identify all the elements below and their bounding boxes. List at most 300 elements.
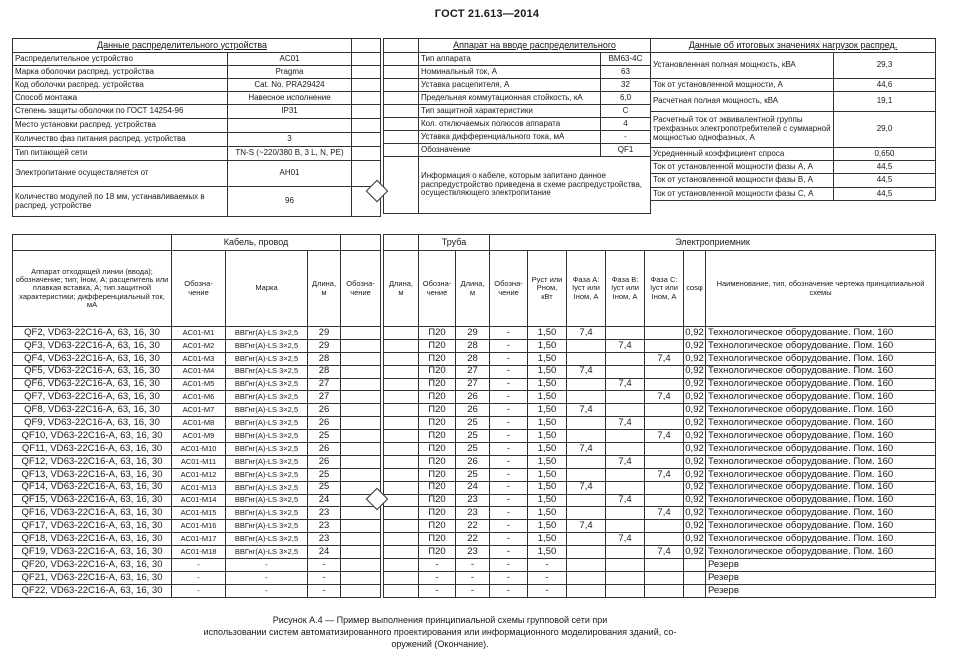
cable-designation-cell: - (172, 571, 226, 584)
phase-c-cell (645, 481, 684, 494)
phase-a-cell: 7,4 (567, 327, 606, 340)
table-row (384, 404, 936, 417)
switchboard-label: Количество фаз питания распред. устройства (13, 133, 228, 147)
phase-b-cell: 7,4 (606, 339, 645, 352)
phase-a-cell (567, 533, 606, 546)
extra-designation-cell (341, 455, 381, 468)
extra-length-cell (384, 584, 419, 597)
cable-brand-cell: ВВГнг(А)-LS 3×2,5 (226, 339, 308, 352)
pipe-length-cell: 25 (456, 430, 490, 443)
pipe-length-cell: 27 (456, 365, 490, 378)
cable-group-header: Кабель, провод (172, 235, 341, 251)
table-row (384, 481, 936, 494)
input-device-label: Уставка расцепителя, А (419, 79, 601, 92)
receiver-designation-cell: - (490, 404, 528, 417)
switchboard-rows (13, 53, 381, 217)
power-cell: 1,50 (528, 352, 567, 365)
pipe-length-cell: 25 (456, 443, 490, 456)
cable-designation-cell: AC01-M18 (172, 546, 226, 559)
power-cell: 1,50 (528, 339, 567, 352)
totals-row (651, 53, 936, 79)
table-row (13, 352, 381, 365)
table-row (13, 391, 381, 404)
receiver-name-cell: Технологическое оборудование. Пом. 160 (706, 352, 936, 365)
cos-cell: 0,92 (685, 404, 704, 416)
cos-cell: 0,92 (685, 365, 704, 377)
extra-designation-cell (341, 507, 381, 520)
pipe-designation-cell: П20 (419, 430, 456, 443)
power-cell: 1,50 (528, 494, 567, 507)
pipe-designation-cell: П20 (419, 468, 456, 481)
cos-cell: 0,92 (685, 545, 704, 557)
power-cell: 1,50 (528, 533, 567, 546)
spacer-cell (384, 92, 419, 105)
receiver-name-cell: Технологическое оборудование. Пом. 160 (706, 417, 936, 430)
device-cell: QF4, VD63-22C16-A, 63, 16, 30 (13, 352, 172, 365)
receiver-designation-cell: - (490, 455, 528, 468)
col-pipe-length: Длина, м (456, 251, 490, 327)
phase-b-cell (606, 520, 645, 533)
power-cell: 1,50 (528, 378, 567, 391)
figure-caption (130, 614, 750, 650)
table-row (384, 468, 936, 481)
cable-brand-cell: ВВГнг(А)-LS 3×2,5 (226, 378, 308, 391)
extra-designation-cell (341, 430, 381, 443)
extra-designation-cell (341, 327, 381, 340)
caption-line-2: использовании систем автоматизированного проектирования или информационного моделирования зданий, со- (203, 627, 677, 637)
cable-designation-cell: AC01-M8 (172, 417, 226, 430)
col-name: Наименование, тип, обозначение чертежа принципиальной схемы (706, 251, 936, 327)
extra-length-cell (384, 417, 419, 430)
extra-designation-cell (341, 339, 381, 352)
extra-length-cell (384, 507, 419, 520)
input-device-label: Номинальный ток, А (419, 66, 601, 79)
device-cell: QF22, VD63-22C16-A, 63, 16, 30 (13, 584, 172, 597)
receiver-name-cell: Технологическое оборудование. Пом. 160 (706, 430, 936, 443)
extra-designation-cell (341, 559, 381, 572)
receiver-designation-cell: - (490, 391, 528, 404)
extra-designation-cell (341, 378, 381, 391)
cable-designation-cell: AC01-M7 (172, 404, 226, 417)
table-row (384, 378, 936, 391)
extra-length-cell (384, 559, 419, 572)
phase-c-cell (645, 339, 684, 352)
device-cell: QF2, VD63-22C16-A, 63, 16, 30 (13, 327, 172, 340)
pipe-designation-cell: - (419, 584, 456, 597)
phase-a-cell (567, 339, 606, 352)
extra-length-cell (384, 520, 419, 533)
input-device-row (384, 131, 651, 144)
cable-brand-cell: ВВГнг(А)-LS 3×2,5 (226, 507, 308, 520)
table-row (384, 571, 936, 584)
pipe-designation-cell: П20 (419, 546, 456, 559)
pipe-designation-cell: П20 (419, 481, 456, 494)
extra-designation-cell (341, 365, 381, 378)
cable-designation-cell: AC01-M15 (172, 507, 226, 520)
receiver-designation-cell: - (490, 520, 528, 533)
cable-length-cell: - (308, 571, 341, 584)
switchboard-value: 96 (228, 187, 352, 217)
col-extra-designation: Обозна-чение (341, 251, 381, 327)
spacer-cell (384, 79, 419, 92)
cable-designation-cell: AC01-M16 (172, 520, 226, 533)
cable-note: Информация о кабеле, которым запитано данное распредустройство приведена в схеме распредустройства, осуществляющего электропитание (419, 157, 651, 214)
cable-brand-cell: ВВГнг(А)-LS 3×2,5 (226, 404, 308, 417)
phase-c-cell: 7,4 (645, 430, 684, 443)
receiver-designation-cell: - (490, 507, 528, 520)
switchboard-data-table (12, 38, 381, 217)
phase-c-cell: 7,4 (645, 468, 684, 481)
phase-a-cell (567, 494, 606, 507)
input-device-label: Обозначение (419, 144, 601, 157)
switchboard-row (13, 79, 381, 92)
totals-row (651, 79, 936, 92)
switchboard-value: Pragma (228, 66, 352, 79)
cable-brand-cell: ВВГнг(А)-LS 3×2,5 (226, 468, 308, 481)
pipe-length-cell: 27 (456, 378, 490, 391)
extra-length-cell (384, 327, 419, 340)
input-device-value: 6,0 (601, 92, 651, 105)
col-phase-c: Фаза С: Iуст или Iном, А (645, 251, 684, 327)
table-row (384, 327, 936, 340)
receiver-designation-cell: - (490, 571, 528, 584)
spacer-cell (352, 105, 381, 119)
phase-b-cell: 7,4 (606, 378, 645, 391)
switchboard-label: Распределительное устройство (13, 53, 228, 66)
switchboard-value: 3 (228, 133, 352, 147)
totals-row (651, 92, 936, 112)
power-cell: 1,50 (528, 365, 567, 378)
cable-length-cell: 25 (308, 468, 341, 481)
switchboard-value: AC01 (228, 53, 352, 66)
cos-cell: 0,92 (685, 339, 704, 351)
input-device-row (384, 118, 651, 131)
col-cable-length: Длина, м (308, 251, 341, 327)
switchboard-value: IP31 (228, 105, 352, 119)
cable-brand-cell: ВВГнг(А)-LS 3×2,5 (226, 533, 308, 546)
power-cell: 1,50 (528, 455, 567, 468)
cable-designation-cell: AC01-M3 (172, 352, 226, 365)
totals-table (650, 38, 936, 201)
extra-length-cell (384, 365, 419, 378)
cable-length-cell: 28 (308, 365, 341, 378)
extra-designation-cell (341, 352, 381, 365)
cable-brand-cell: ВВГнг(А)-LS 3×2,5 (226, 481, 308, 494)
receiver-designation-cell: - (490, 443, 528, 456)
cable-length-cell: 28 (308, 352, 341, 365)
phase-a-cell: 7,4 (567, 404, 606, 417)
receiver-designation-cell: - (490, 468, 528, 481)
pipe-length-cell: 26 (456, 455, 490, 468)
phase-c-cell: 7,4 (645, 391, 684, 404)
totals-row (651, 112, 936, 148)
cable-brand-cell: - (226, 584, 308, 597)
receiver-name-cell: Технологическое оборудование. Пом. 160 (706, 327, 936, 340)
pipe-designation-cell: П20 (419, 494, 456, 507)
receiver-name-cell: Технологическое оборудование. Пом. 160 (706, 443, 936, 456)
table-row (13, 494, 381, 507)
totals-value: 19,1 (834, 92, 936, 112)
receiver-name-cell: Резерв (706, 571, 936, 584)
pipe-length-cell: 26 (456, 391, 490, 404)
table-row (13, 533, 381, 546)
device-cell: QF9, VD63-22C16-A, 63, 16, 30 (13, 417, 172, 430)
receiver-name-cell: Технологическое оборудование. Пом. 160 (706, 520, 936, 533)
totals-label: Ток от установленной мощности, А (651, 79, 834, 92)
cable-designation-cell: AC01-M17 (172, 533, 226, 546)
col-phase-b: Фаза В: Iуст или Iном, А (606, 251, 645, 327)
pipe-length-cell: 28 (456, 339, 490, 352)
power-cell: 1,50 (528, 546, 567, 559)
table-row (13, 404, 381, 417)
receiver-name-cell: Технологическое оборудование. Пом. 160 (706, 378, 936, 391)
cable-designation-cell: - (172, 559, 226, 572)
cos-cell: 0,92 (685, 532, 704, 544)
cable-designation-cell: AC01-M1 (172, 327, 226, 340)
cos-cell: 0,92 (685, 481, 704, 493)
totals-label: Ток от установленной мощности фазы А, А (651, 161, 834, 174)
phase-c-cell: 7,4 (645, 507, 684, 520)
phase-a-cell (567, 507, 606, 520)
table-row (13, 481, 381, 494)
cable-length-cell: - (308, 559, 341, 572)
pipe-length-cell: - (456, 571, 490, 584)
phase-c-cell (645, 494, 684, 507)
outgoing-lines-table-right (383, 234, 936, 598)
power-cell: - (528, 584, 567, 597)
cable-designation-cell: AC01-M2 (172, 339, 226, 352)
input-device-label: Уставка дифференциального тока, мА (419, 131, 601, 144)
switchboard-row (13, 147, 381, 161)
receiver-name-cell: Резерв (706, 584, 936, 597)
pipe-designation-cell: - (419, 571, 456, 584)
switchboard-label: Тип питающей сети (13, 147, 228, 161)
cable-designation-cell: AC01-M12 (172, 468, 226, 481)
totals-row (651, 148, 936, 161)
cos-cell: 0,92 (685, 416, 704, 428)
table-row (384, 391, 936, 404)
totals-title: Данные об итоговых значениях нагрузок распред. (651, 39, 936, 53)
spacer-cell (384, 105, 419, 118)
cos-cell (684, 571, 706, 584)
switchboard-row (13, 161, 381, 187)
pipe-designation-cell: П20 (419, 443, 456, 456)
device-cell: QF16, VD63-22C16-A, 63, 16, 30 (13, 507, 172, 520)
cable-brand-cell: ВВГнг(А)-LS 3×2,5 (226, 391, 308, 404)
phase-a-cell (567, 468, 606, 481)
table-row (13, 339, 381, 352)
switchboard-label: Способ монтажа (13, 92, 228, 105)
input-device-value: 63 (601, 66, 651, 79)
totals-value: 29,3 (834, 53, 936, 79)
spacer-cell (352, 92, 381, 105)
switchboard-label: Код оболочки распред. устройства (13, 79, 228, 92)
outgoing-lines-table-left (12, 234, 381, 598)
pipe-length-cell: 23 (456, 494, 490, 507)
table-row (384, 584, 936, 597)
input-device-title: Аппарат на вводе распределительного (419, 39, 651, 53)
spacer-cell (352, 66, 381, 79)
cable-brand-cell: ВВГнг(А)-LS 3×2,5 (226, 494, 308, 507)
receiver-designation-cell: - (490, 430, 528, 443)
totals-label: Ток от установленной мощности фазы В, А (651, 174, 834, 188)
extra-length-cell (384, 339, 419, 352)
phase-a-cell: 7,4 (567, 520, 606, 533)
cable-length-cell: - (308, 584, 341, 597)
spacer-cell (352, 133, 381, 147)
phase-b-cell: 7,4 (606, 533, 645, 546)
table-row (384, 443, 936, 456)
col-pipe-designation: Обозна-чение (419, 251, 456, 327)
col-power: Pуст или Pном, кВт (528, 251, 567, 327)
cable-brand-cell: ВВГнг(А)-LS 3×2,5 (226, 417, 308, 430)
cable-brand-cell: ВВГнг(А)-LS 3×2,5 (226, 546, 308, 559)
phase-c-cell (645, 327, 684, 340)
receiver-name-cell: Технологическое оборудование. Пом. 160 (706, 494, 936, 507)
cable-length-cell: 26 (308, 455, 341, 468)
input-device-row (384, 105, 651, 118)
extra-designation-cell (341, 404, 381, 417)
cable-length-cell: 23 (308, 520, 341, 533)
pipe-length-cell: 24 (456, 481, 490, 494)
phase-b-cell (606, 507, 645, 520)
extra-designation-cell (341, 443, 381, 456)
table-row (384, 494, 936, 507)
cable-length-cell: 26 (308, 417, 341, 430)
phase-c-cell (645, 520, 684, 533)
switchboard-title: Данные распределительного устройства (13, 39, 352, 53)
table-row (13, 430, 381, 443)
totals-value: 29,0 (834, 112, 936, 148)
totals-value: 44,5 (834, 188, 936, 201)
switchboard-value: АН01 (228, 161, 352, 187)
input-device-label: Кол. отключаемых полюсов аппарата (419, 118, 601, 131)
extra-length-cell (384, 430, 419, 443)
phase-c-cell (645, 584, 684, 597)
spacer-cell (384, 118, 419, 131)
pipe-designation-cell: П20 (419, 507, 456, 520)
cable-brand-cell: - (226, 571, 308, 584)
table-row (384, 365, 936, 378)
device-cell: QF18, VD63-22C16-A, 63, 16, 30 (13, 533, 172, 546)
pipe-designation-cell: П20 (419, 352, 456, 365)
spacer-cell (384, 144, 419, 157)
table-row (13, 559, 381, 572)
extra-designation-cell (341, 533, 381, 546)
device-cell: QF17, VD63-22C16-A, 63, 16, 30 (13, 520, 172, 533)
cable-designation-cell: AC01-M14 (172, 494, 226, 507)
switchboard-label: Место установки распред. устройства (13, 119, 228, 133)
phase-a-cell (567, 559, 606, 572)
phase-a-cell (567, 571, 606, 584)
totals-label: Расчетная полная мощность, кВА (651, 92, 834, 112)
phase-c-cell (645, 455, 684, 468)
switchboard-row (13, 133, 381, 147)
caption-line-3: оружений (Окончание). (391, 639, 489, 649)
col-phase-a: Фаза А: Iуст или Iном, А (567, 251, 606, 327)
receiver-name-cell: Технологическое оборудование. Пом. 160 (706, 533, 936, 546)
extra-length-cell (384, 533, 419, 546)
phase-b-cell (606, 365, 645, 378)
receiver-designation-cell: - (490, 533, 528, 546)
extra-length-cell (384, 481, 419, 494)
cable-length-cell: 27 (308, 391, 341, 404)
cos-cell: 0,92 (685, 391, 704, 403)
col-receiver-designation: Обозна-чение (490, 251, 528, 327)
receiver-designation-cell: - (490, 417, 528, 430)
extra-length-cell (384, 455, 419, 468)
switchboard-label: Марка оболочки распред. устройства (13, 66, 228, 79)
cos-cell: 0,92 (685, 520, 704, 532)
power-cell: 1,50 (528, 404, 567, 417)
cable-length-cell: 23 (308, 507, 341, 520)
pipe-length-cell: 28 (456, 352, 490, 365)
spacer-cell (352, 53, 381, 66)
phase-c-cell: 7,4 (645, 352, 684, 365)
power-cell: 1,50 (528, 391, 567, 404)
device-cell: QF20, VD63-22C16-A, 63, 16, 30 (13, 559, 172, 572)
input-device-row (384, 79, 651, 92)
spacer-cell (352, 119, 381, 133)
receiver-designation-cell: - (490, 494, 528, 507)
input-device-value: - (601, 131, 651, 144)
totals-label: Расчетный ток от эквивалентной группы трехфазных электропотребителей с суммарной мощностью однофазных, А (651, 112, 834, 148)
cable-brand-cell: ВВГнг(А)-LS 3×2,5 (226, 327, 308, 340)
input-device-row (384, 53, 651, 66)
cos-cell: 0,92 (685, 352, 704, 364)
power-cell: - (528, 559, 567, 572)
receiver-designation-cell: - (490, 378, 528, 391)
device-cell: QF10, VD63-22C16-A, 63, 16, 30 (13, 430, 172, 443)
totals-row (651, 161, 936, 174)
phase-b-cell (606, 404, 645, 417)
cos-cell: 0,92 (685, 442, 704, 454)
device-cell: QF11, VD63-22C16-A, 63, 16, 30 (13, 443, 172, 456)
device-cell: QF6, VD63-22C16-A, 63, 16, 30 (13, 378, 172, 391)
table-row (384, 546, 936, 559)
pipe-length-cell: 23 (456, 507, 490, 520)
pipe-length-cell: 22 (456, 520, 490, 533)
extra-designation-cell (341, 468, 381, 481)
cable-designation-cell: AC01-M11 (172, 455, 226, 468)
extra-length-cell (384, 378, 419, 391)
table-row (384, 520, 936, 533)
cable-brand-cell: ВВГнг(А)-LS 3×2,5 (226, 443, 308, 456)
pipe-designation-cell: П20 (419, 404, 456, 417)
cable-designation-cell: AC01-M5 (172, 378, 226, 391)
extra-length-cell (384, 571, 419, 584)
col-cable-brand: Марка (226, 251, 308, 327)
switchboard-row (13, 53, 381, 66)
pipe-length-cell: - (456, 559, 490, 572)
cos-cell: 0,92 (685, 326, 704, 338)
switchboard-value: TN-S (~220/380 В, 3 L, N, PE) (228, 147, 352, 161)
pipe-designation-cell: П20 (419, 391, 456, 404)
input-device-rows (384, 53, 651, 157)
phase-b-cell (606, 443, 645, 456)
extra-length-cell (384, 404, 419, 417)
cable-length-cell: 26 (308, 404, 341, 417)
extra-designation-cell (341, 546, 381, 559)
outgoing-lines-rows-right (384, 327, 936, 598)
phase-a-cell (567, 378, 606, 391)
phase-b-cell: 7,4 (606, 417, 645, 430)
pipe-designation-cell: П20 (419, 339, 456, 352)
cable-length-cell: 26 (308, 443, 341, 456)
pipe-length-cell: 22 (456, 533, 490, 546)
caption-line-1: Рисунок А.4 — Пример выполнения принципиальной схемы групповой сети при (272, 615, 608, 625)
table-row (384, 417, 936, 430)
